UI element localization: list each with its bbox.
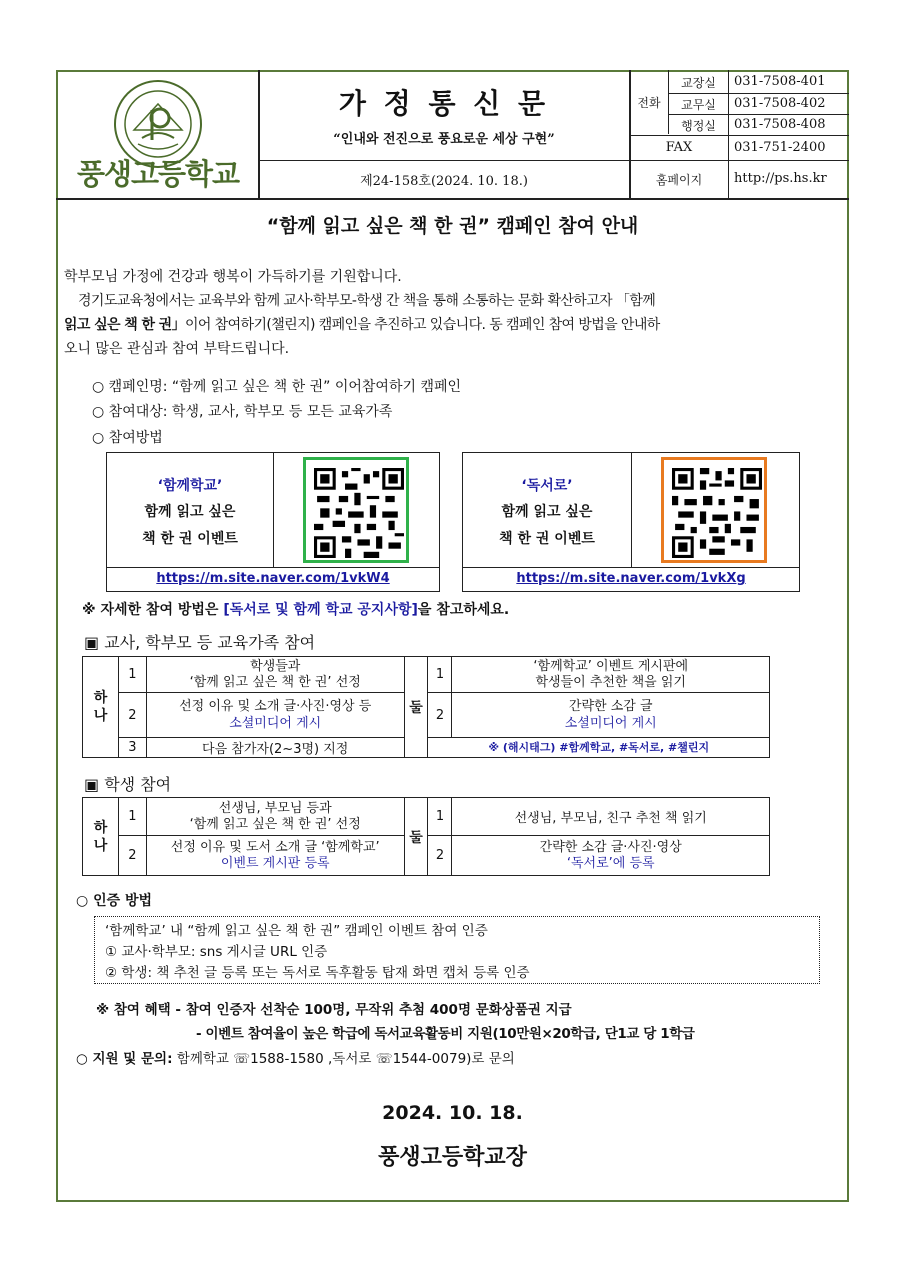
qr-tag: ‘독서로’ bbox=[521, 478, 573, 494]
step-text bbox=[146, 657, 404, 693]
step-group-label: 둘 bbox=[404, 798, 428, 876]
step-number: 1 bbox=[118, 798, 146, 836]
phone-number: 031-7508-408 bbox=[734, 117, 826, 132]
step-line: 선정 이유 및 도서 소개 글 ‘함께학교’ bbox=[170, 839, 380, 855]
auth-line: ① 교사·학부모: sns 게시글 URL 인증 bbox=[105, 944, 328, 960]
student-steps-table bbox=[82, 797, 770, 876]
intro-paragraph bbox=[64, 314, 844, 334]
qr-code-icon[interactable] bbox=[661, 457, 767, 563]
step-text: 선생님, 부모님, 친구 추천 책 읽기 bbox=[452, 798, 770, 836]
homepage-label: 홈페이지 bbox=[655, 173, 703, 187]
step-text: 다음 참가자(2~3명) 지정 bbox=[146, 737, 404, 757]
step-line: 간략한 소감 글 bbox=[568, 699, 653, 715]
auth-line: ‘함께학교’ 내 “함께 읽고 싶은 책 한 권” 캠페인 이벤트 참여 인증 bbox=[105, 923, 488, 939]
auth-box bbox=[94, 916, 820, 984]
issue-number: 제24-158호(2024. 10. 18.) bbox=[360, 174, 528, 189]
qr-label: 함께 읽고 싶은 bbox=[501, 504, 593, 520]
step-number: 1 bbox=[428, 798, 452, 836]
step-line: ‘함께 읽고 싶은 책 한 권’ 선정 bbox=[189, 816, 361, 832]
header-rule bbox=[668, 93, 849, 94]
detail-note bbox=[82, 599, 509, 619]
qr-url-link[interactable]: https://m.site.naver.com/1vkW4 bbox=[156, 571, 390, 586]
step-number: 2 bbox=[118, 693, 146, 737]
office-label: 행정실 bbox=[681, 119, 716, 133]
intro-text: 경기도교육청에서는 교육부와 함께 교사·학부모-학생 간 책을 통해 소통하는 문화 확산하고자 「함께 bbox=[78, 293, 656, 309]
footer-date: 2024. 10. 18. bbox=[382, 1102, 523, 1124]
hashtag-note: ※ (해시태그) #함께학교, #독서로, #챌린지 bbox=[428, 737, 770, 757]
step-line: 학생들과 bbox=[250, 658, 301, 674]
qr-box-hamkke bbox=[106, 452, 440, 592]
step-line: 학생들이 추천한 책을 읽기 bbox=[535, 674, 686, 690]
step-number: 3 bbox=[118, 737, 146, 757]
step-line: 선정 이유 및 소개 글·사진·영상 등 bbox=[179, 699, 372, 715]
step-text bbox=[452, 693, 770, 737]
step-number: 2 bbox=[428, 693, 452, 737]
qr-label: 책 한 권 이벤트 bbox=[142, 531, 238, 547]
step-text bbox=[146, 693, 404, 737]
qr-code-icon[interactable] bbox=[303, 457, 409, 563]
step-group-label: 둘 bbox=[404, 657, 428, 758]
intro-greeting: 학부모님 가정에 건강과 행복이 가득하기를 기원합니다. bbox=[64, 269, 402, 285]
support-text: 함께학교 ☏1588-1580 ,독서로 ☏1544-0079)로 문의 bbox=[172, 1051, 515, 1067]
document-title: “함께 읽고 싶은 책 한 권” 캠페인 참여 안내 bbox=[266, 215, 639, 237]
header-bottom-rule bbox=[56, 198, 849, 200]
office-label: 교무실 bbox=[681, 98, 716, 112]
header-rule bbox=[629, 135, 849, 136]
bullet-item: ○ 참여대상: 학생, 교사, 학부모 등 모든 교육가족 bbox=[92, 404, 393, 420]
section-title-student: ▣ 학생 참여 bbox=[84, 775, 172, 794]
benefit-line: ※ 참여 혜택 - 참여 인증자 선착순 100명, 무작위 추첨 400명 문화상품권 지급 bbox=[96, 1002, 572, 1018]
school-name: 풍생고등학교 bbox=[76, 157, 240, 191]
step-text bbox=[452, 836, 770, 876]
qr-pattern bbox=[672, 468, 762, 558]
step-text bbox=[146, 798, 404, 836]
note-highlight: [독서로 및 함께 학교 공지사항] bbox=[223, 602, 418, 618]
intro-text: 이어 참여하기(챌린지) 캠페인을 추진하고 있습니다. 동 캠페인 참여 방법을 안내하 bbox=[184, 317, 660, 333]
step-number: 1 bbox=[428, 657, 452, 693]
phone-number: 031-7508-401 bbox=[734, 74, 826, 89]
step-number: 2 bbox=[118, 836, 146, 876]
step-text bbox=[452, 657, 770, 693]
intro-paragraph bbox=[78, 290, 848, 310]
step-line: 소셜미디어 게시 bbox=[229, 716, 322, 732]
campaign-name: 읽고 싶은 책 한 권」 bbox=[64, 317, 185, 333]
office-label: 교장실 bbox=[681, 76, 716, 90]
bullet-text: 캠페인명: “함께 읽고 싶은 책 한 권” 이어참여하기 캠페인 bbox=[108, 379, 462, 395]
auth-title: ○ 인증 방법 bbox=[76, 893, 153, 909]
intro-closing: 오니 많은 관심과 참여 부탁드립니다. bbox=[64, 341, 290, 357]
step-line: 간략한 소감 글·사진·영상 bbox=[539, 839, 682, 855]
header-rule bbox=[258, 160, 849, 161]
step-group-label: 하 나 bbox=[83, 798, 119, 876]
fax-number: 031-751-2400 bbox=[734, 140, 826, 155]
header-divider bbox=[728, 70, 729, 198]
support-line bbox=[76, 1047, 515, 1067]
qr-label: 책 한 권 이벤트 bbox=[499, 531, 595, 547]
qr-tag: ‘함께학교’ bbox=[157, 478, 223, 494]
auth-line: ② 학생: 책 추천 글 등록 또는 독서로 독후활동 탑재 화면 캡처 등록 인증 bbox=[105, 965, 530, 981]
footer-signer: 풍생고등학교장 bbox=[378, 1145, 527, 1170]
step-line: ‘독서로’에 등록 bbox=[566, 855, 655, 871]
step-text bbox=[146, 836, 404, 876]
step-line: ‘함께학교’ 이벤트 게시판에 bbox=[533, 658, 689, 674]
support-label: ○ 지원 및 문의: bbox=[76, 1051, 173, 1067]
bullet-text: 참여방법 bbox=[108, 430, 163, 446]
step-group-label: 하 나 bbox=[83, 657, 119, 758]
bullet-item: ○ 참여방법 bbox=[92, 430, 163, 446]
step-line: 소셜미디어 게시 bbox=[564, 716, 657, 732]
phone-number: 031-7508-402 bbox=[734, 96, 826, 111]
step-number: 1 bbox=[118, 657, 146, 693]
bullet-text: 참여대상: 학생, 교사, 학부모 등 모든 교육가족 bbox=[108, 404, 393, 420]
step-number: 2 bbox=[428, 836, 452, 876]
qr-label: 함께 읽고 싶은 bbox=[144, 504, 236, 520]
step-line: 이벤트 게시판 등록 bbox=[220, 855, 330, 871]
note-text: ※ 자세한 참여 방법은 bbox=[82, 602, 224, 618]
teacher-steps-table bbox=[82, 656, 770, 758]
fax-label: FAX bbox=[665, 140, 693, 155]
step-line: ‘함께 읽고 싶은 책 한 권’ 선정 bbox=[189, 674, 361, 690]
benefit-line: - 이벤트 참여율이 높은 학급에 독서교육활동비 지원(10만원×20학급, 단1교 당 1학급 bbox=[196, 1026, 695, 1042]
bullet-item: ○ 캠페인명: “함께 읽고 싶은 책 한 권” 이어참여하기 캠페인 bbox=[92, 379, 462, 395]
qr-box-dokseoro bbox=[462, 452, 800, 592]
phone-label: 전화 bbox=[637, 96, 661, 110]
note-text: 을 참고하세요. bbox=[417, 602, 510, 618]
newsletter-title: 가 정 통 신 문 bbox=[338, 87, 550, 120]
header-rule bbox=[668, 114, 849, 115]
qr-pattern bbox=[314, 468, 404, 558]
homepage-link[interactable]: http://ps.hs.kr bbox=[734, 171, 827, 186]
step-line: 선생님, 부모님 등과 bbox=[218, 800, 332, 816]
motto: “인내와 전진으로 풍요로운 세상 구현” bbox=[333, 132, 555, 147]
qr-url-link[interactable]: https://m.site.naver.com/1vkXg bbox=[516, 571, 746, 586]
section-title-teacher: ▣ 교사, 학부모 등 교육가족 참여 bbox=[84, 633, 316, 652]
